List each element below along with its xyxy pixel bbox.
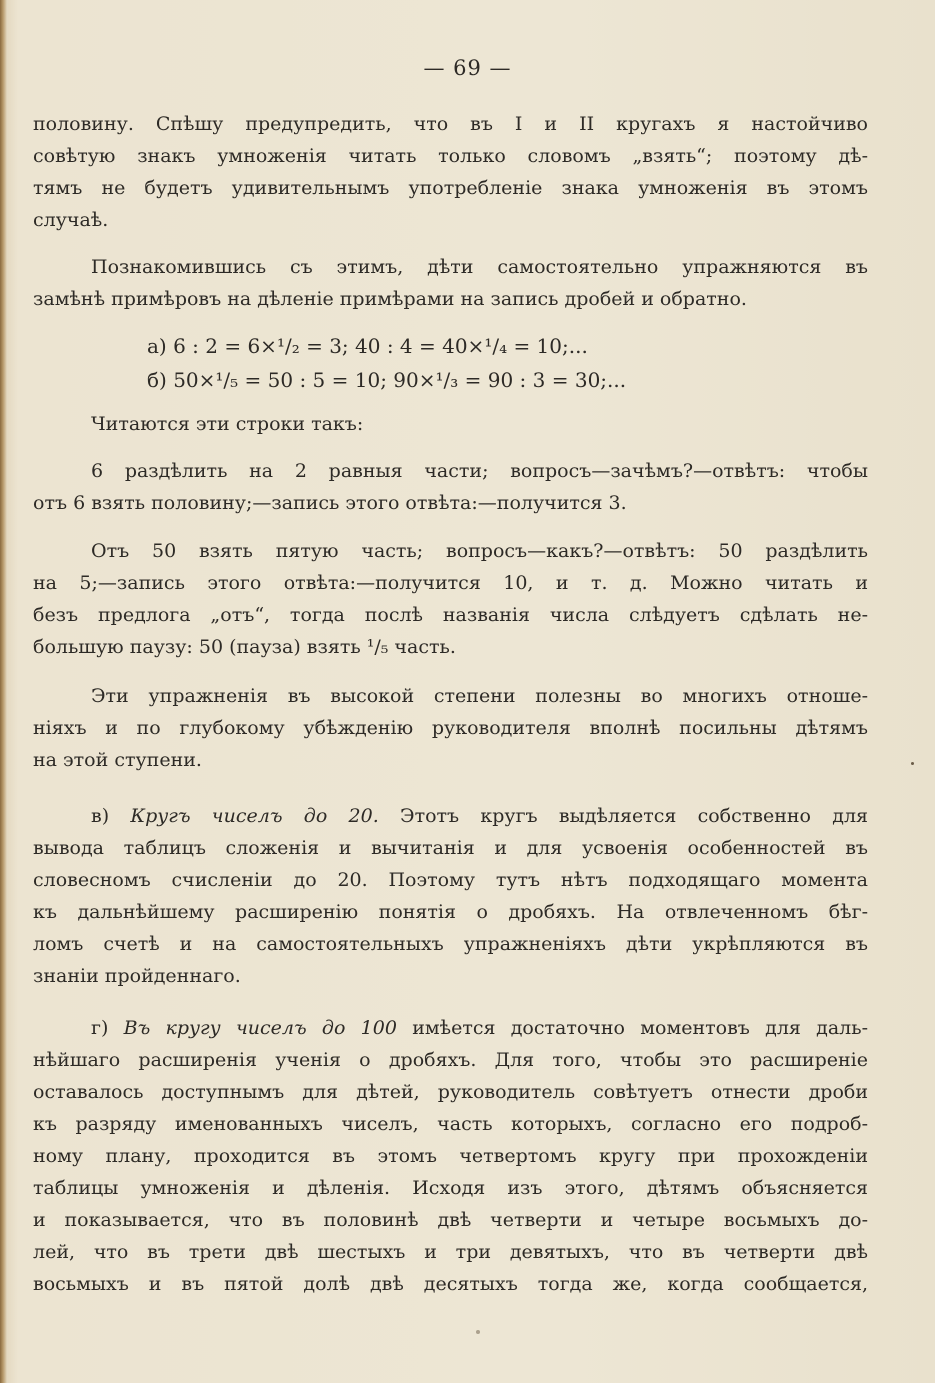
text-line: ломъ счетѣ и на самостоятельныхъ упражненіяхъ дѣти укрѣпляются въ [33,933,868,955]
text-line: къ разряду именованныхъ чиселъ, часть которыхъ, согласно его подроб- [33,1113,868,1135]
text-line: 6 раздѣлить на 2 равныя части; вопросъ—зачѣмъ?—отвѣтъ: чтобы [91,460,868,482]
text-line: къ дальнѣйшему расширенію понятія о дробяхъ. На отвлеченномъ бѣг- [33,901,868,923]
section-label: г) [91,1017,109,1039]
text-line: Читаются эти строки такъ: [91,413,364,435]
text-line: нѣйшаго расширенія ученія о дробяхъ. Для того, чтобы это расширеніе [33,1049,868,1071]
text-line: словесномъ счисленіи до 20. Поэтому тутъ нѣтъ подходящаго момента [33,869,868,891]
text-line: тямъ не будетъ удивительнымъ употребленіе знака умноженія въ этомъ [33,177,868,199]
paper-speck [476,1330,480,1334]
text-line: Эти упражненія въ высокой степени полезны во многихъ отноше- [91,685,868,707]
paper-speck [911,762,914,765]
text-line: восьмыхъ и въ пятой долѣ двѣ десятыхъ тогда же, когда сообщается, [33,1273,868,1295]
paragraph-1 [33,108,868,236]
text-line: на 5;—запись этого отвѣта:—получится 10, и т. д. Можно читать и [33,572,868,594]
text-line: отъ 6 взять половину;—запись этого отвѣта:—получится 3. [33,492,627,514]
text-line: Познакомившись съ этимъ, дѣти самостоятельно упражняются въ [91,256,868,278]
text-line: таблицы умноженія и дѣленія. Исходя изъ этого, дѣтямъ объясняется [33,1177,868,1199]
paragraph-8 [33,1012,868,1300]
text-line: безъ предлога „отъ“, тогда послѣ названія числа слѣдуетъ сдѣлать не- [33,604,868,626]
text-line: половину. Спѣшу предупредить, что въ I и II кругахъ я настойчиво [33,113,868,135]
page-number: — 69 — [423,56,512,80]
text-line: вывода таблицъ сложенія и вычитанія и для усвоенія особенностей въ [33,837,868,859]
section-title: Кругъ чиселъ до 20. [130,805,379,827]
text-line: замѣнѣ примѣровъ на дѣленіе примѣрами на запись дробей и обратно. [33,288,747,310]
text-line: случаѣ. [33,209,109,231]
text-line: знаніи пройденнаго. [33,965,241,987]
text-line: ніяхъ и по глубокому убѣжденію руководителя вполнѣ посильны дѣтямъ [33,717,868,739]
paragraph-5 [33,535,868,663]
text-run: имѣется достаточно моментовъ для даль- [412,1017,868,1039]
text-line: и показывается, что въ половинѣ двѣ четверти и четыре восьмыхъ до- [33,1209,868,1231]
formula-a: а) 6 : 2 = 6×¹/₂ = 3; 40 : 4 = 40×¹/₄ = 10;... [147,334,588,358]
paragraph-7 [33,800,868,992]
paragraph-3 [33,408,868,440]
text-line: лей, что въ трети двѣ шестыхъ и три девятыхъ, что въ четверти двѣ [33,1241,868,1263]
text-line: на этой ступени. [33,749,202,771]
text-line: ному плану, проходится въ этомъ четвертомъ кругу при прохожденіи [33,1145,868,1167]
paragraph-4 [33,455,868,519]
section-title: Въ кругу чиселъ до 100 [123,1017,397,1039]
text-line: Отъ 50 взять пятую часть; вопросъ—какъ?—отвѣтъ: 50 раздѣлить [91,540,868,562]
paragraph-6 [33,680,868,776]
text-line: совѣтую знакъ умноженія читать только словомъ „взять“; поэтому дѣ- [33,145,868,167]
text-line: оставалось доступнымъ для дѣтей, руководитель совѣтуетъ отнести дроби [33,1081,868,1103]
section-label: в) [91,805,110,827]
text-line: большую паузу: 50 (пауза) взять ¹/₅ часть. [33,636,456,658]
text-run: Этотъ кругъ выдѣляется собственно для [400,805,868,827]
text-line [33,800,868,832]
paragraph-2 [33,251,868,315]
formula-b: б) 50×¹/₅ = 50 : 5 = 10; 90×¹/₃ = 90 : 3 = 30;... [147,368,627,392]
text-line [33,1012,868,1044]
